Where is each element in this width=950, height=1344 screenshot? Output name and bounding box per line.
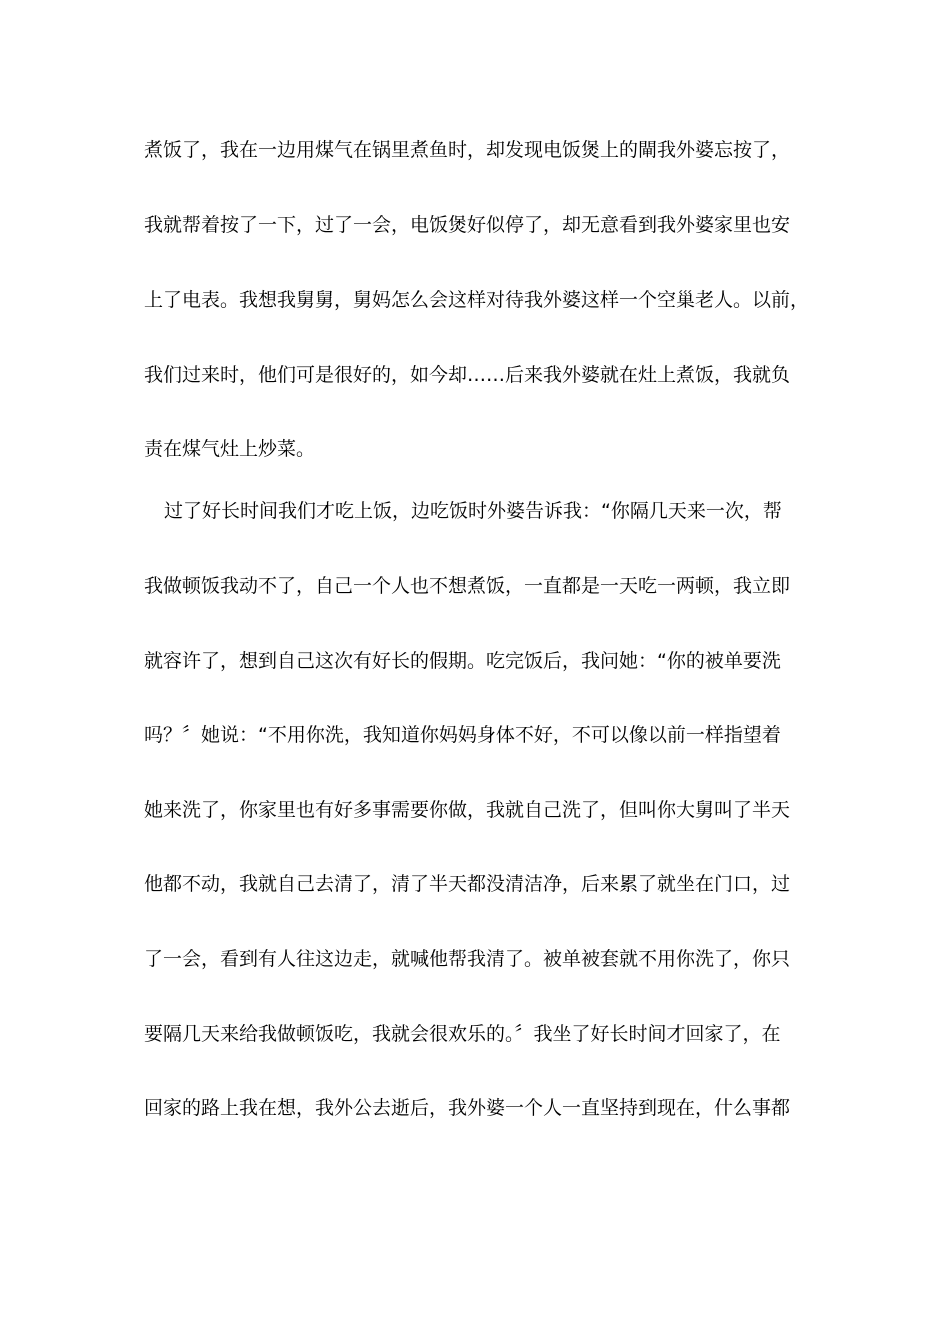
text-line-3: 上了电表。我想我舅舅，舅妈怎么会这样对待我外婆这样一个空巢老人。以前， [144, 289, 810, 311]
text-line-5: 责在煤气灶上炒菜。 [144, 438, 316, 460]
text-line-2: 我就帮着按了一下，过了一会，电饭煲好似停了，却无意看到我外婆家里也安 [144, 214, 791, 236]
text-line-8: 就容许了，想到自己这次有好长的假期。吃完饭后，我问她：“你的被单要洗 [144, 650, 781, 672]
text-line-6: 过了好长时间我们才吃上饭，边吃饭时外婆告诉我：“你隔几天来一次，帮 [164, 500, 782, 522]
text-line-13: 要隔几天来给我做顿饭吃，我就会很欢乐的。〞我坐了好长时间才回家了，在 [144, 1023, 781, 1045]
text-line-10: 她来洗了，你家里也有好多事需要你做，我就自己洗了，但叫你大舅叫了半天 [144, 799, 791, 821]
text-line-9: 吗？〞她说：“不用你洗，我知道你妈妈身体不好，不可以像以前一样指望着 [144, 724, 781, 746]
text-line-14: 回家的路上我在想，我外公去逝后，我外婆一个人一直坚持到现在，什么事都 [144, 1097, 791, 1119]
text-line-7: 我做顿饭我动不了，自己一个人也不想煮饭，一直都是一天吃一两顿，我立即 [144, 575, 791, 597]
text-line-11: 他都不动，我就自己去清了，清了半天都没清洁净，后来累了就坐在门口，过 [144, 873, 791, 895]
text-line-4: 我们过来时，他们可是很好的，如今却……后来我外婆就在灶上煮饭，我就负 [144, 364, 791, 386]
text-line-12: 了一会，看到有人往这边走，就喊他帮我清了。被单被套就不用你洗了，你只 [144, 948, 791, 970]
text-line-1: 煮饭了，我在一边用煤气在锅里煮鱼时，却发现电饭煲上的閘我外婆忘按了， [144, 139, 791, 161]
